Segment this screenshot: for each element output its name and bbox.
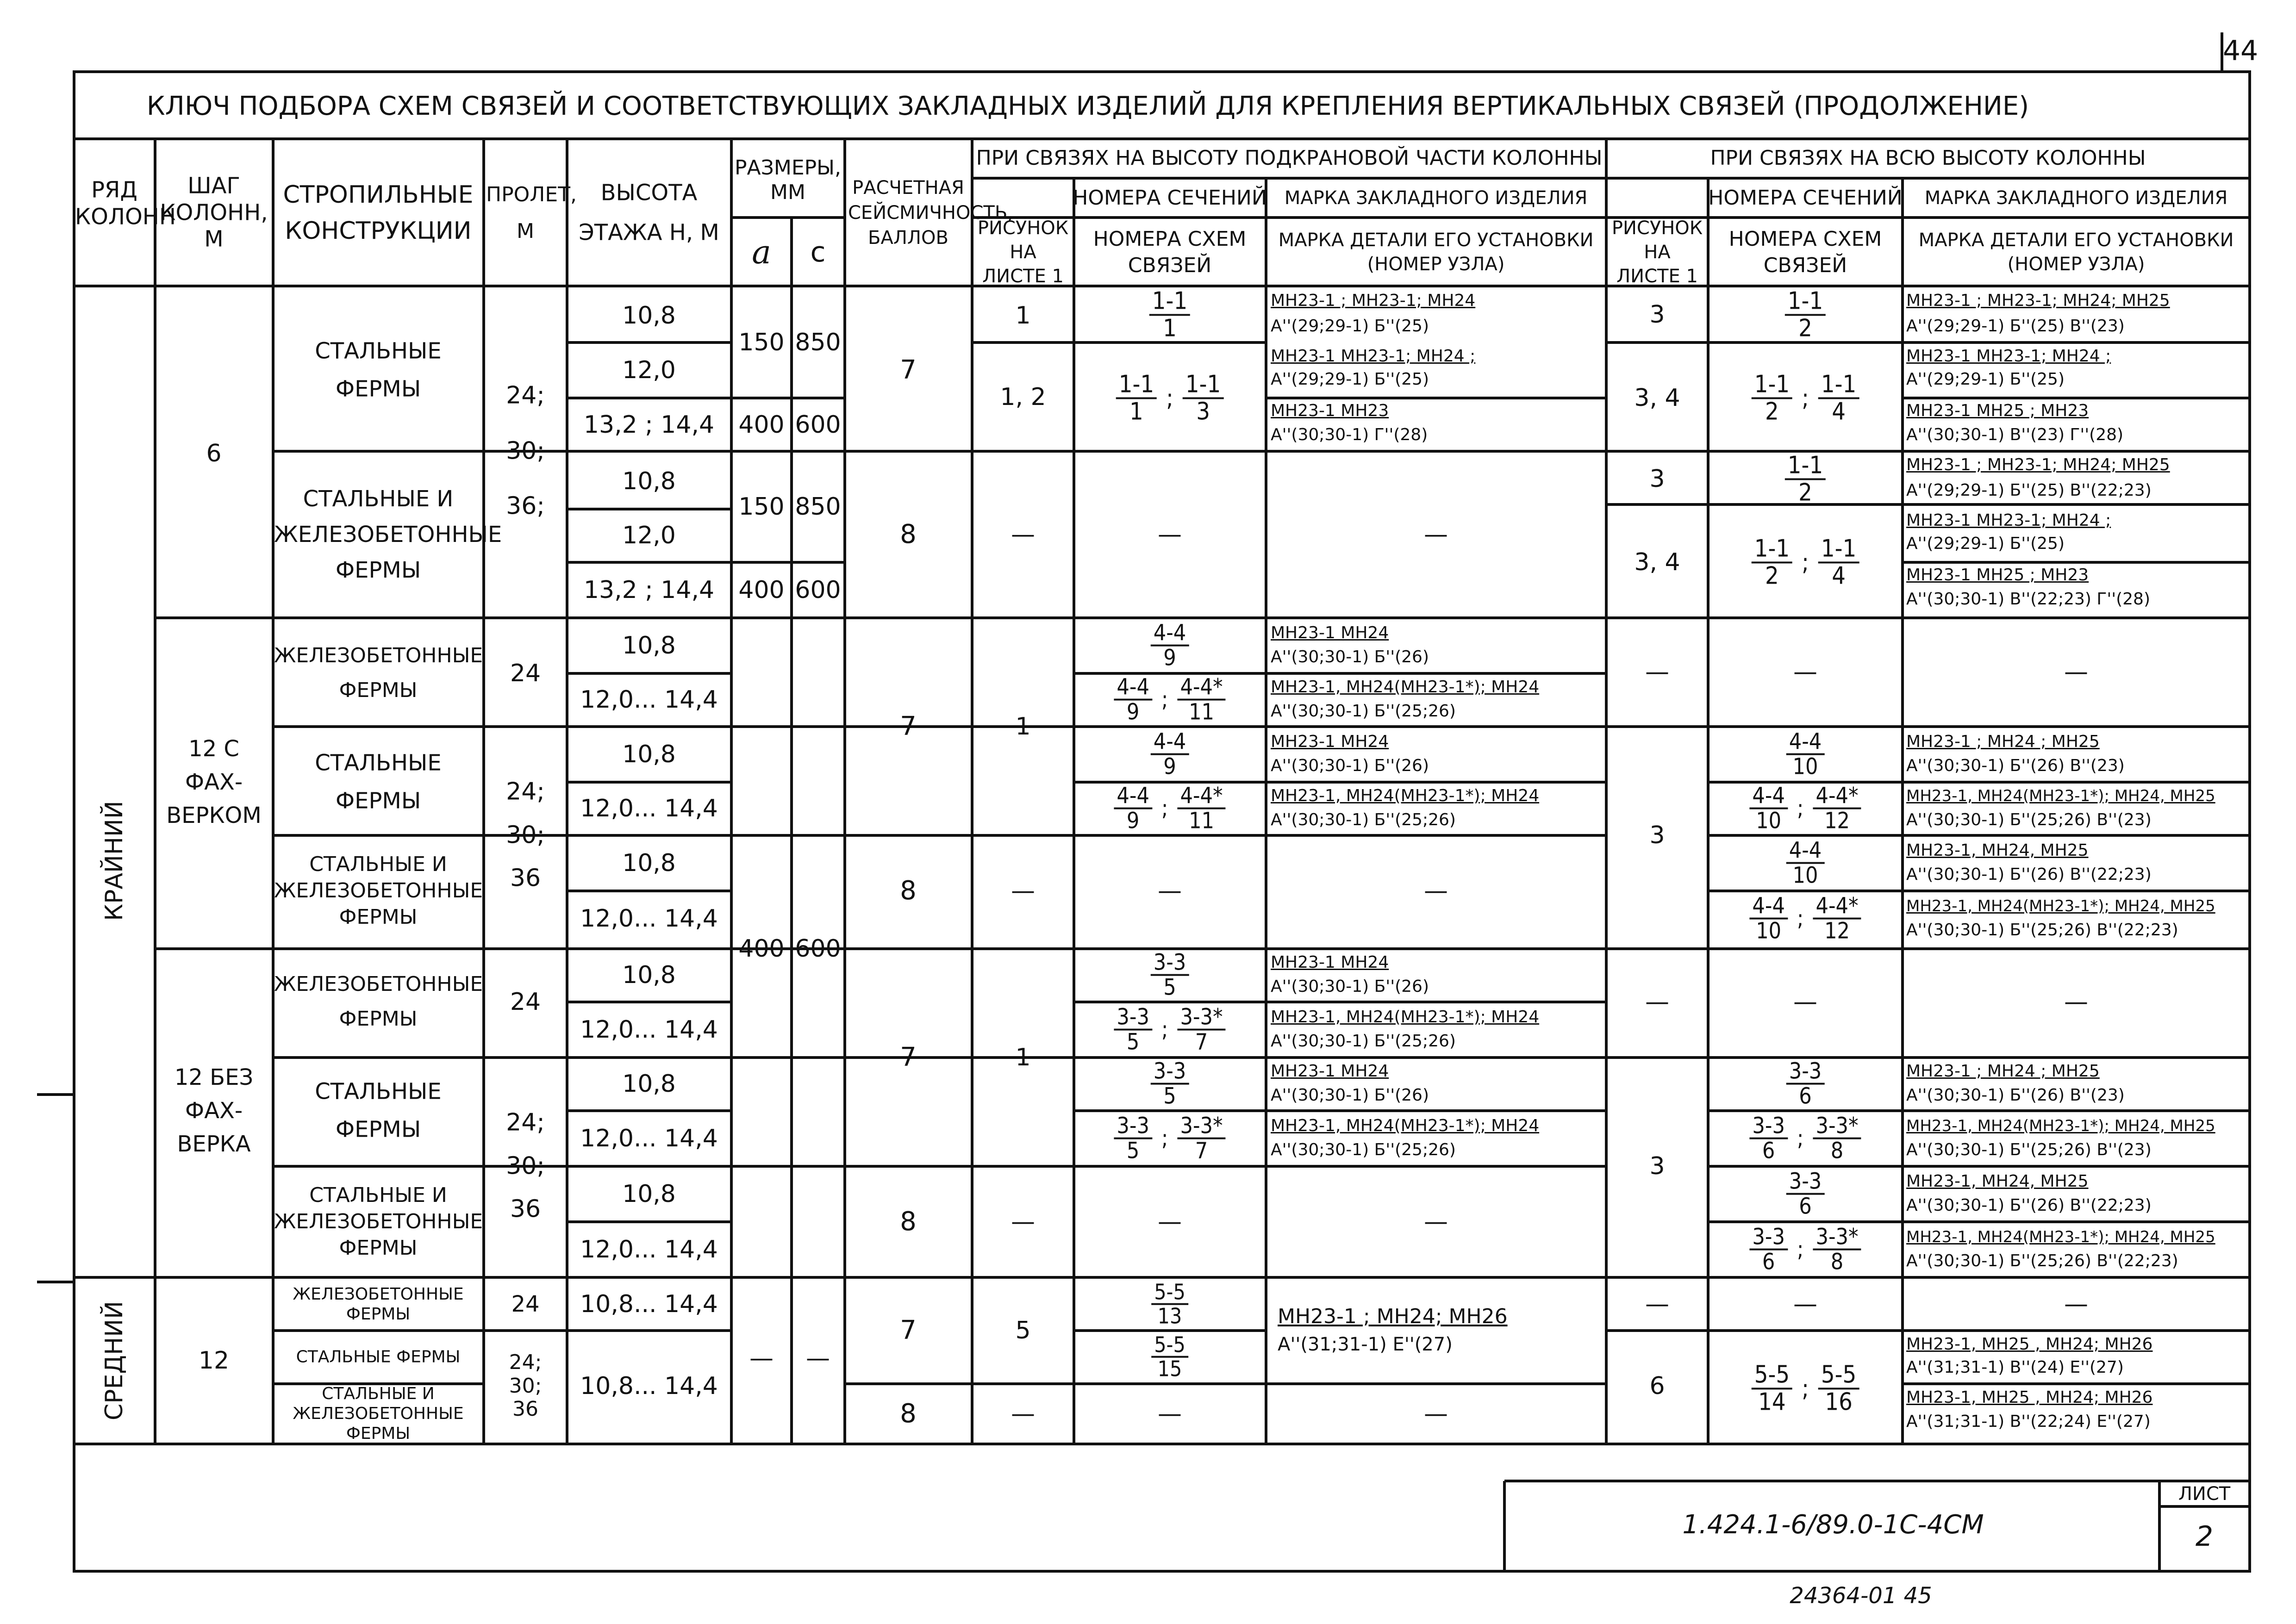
mark-crane-d2b: А''(30;30-1) Б''(25;26) [1271,810,1456,829]
fig-full-b1: 3 [1649,465,1665,493]
header-group-full: ПРИ СВЯЗЯХ НА ВСЮ ВЫСОТУ КОЛОННЫ [1710,146,2146,170]
section-full-c: — [1793,658,1817,686]
height-mid2: 10,8... 14,4 [580,1372,718,1400]
mark-full-d4: МН23-1, МН24(МН23-1*); МН24, МН25 [1906,897,2215,915]
header-step: ШАГ КОЛОНН, М [160,173,268,252]
size-a-150-1: 150 [738,329,785,356]
section-full-f2: $\frac{3-3}{6}$ ; $\frac{3-3*}{8}$ [1749,1114,1861,1163]
mark-full-b1b: А''(29;29-1) Б''(25) В''(22;23) [1906,481,2152,500]
mark-crane-g2: МН23-1, МН24(МН23-1*); МН24 [1271,1116,1540,1135]
size-a-400-1: 400 [738,411,785,439]
header-detail-full: МАРКА ДЕТАЛИ ЕГО УСТАНОВКИ (НОМЕР УЗЛА) [1918,230,2234,275]
section-full-d2: $\frac{4-4}{10}$ ; $\frac{4-4*}{12}$ [1749,784,1861,833]
section-full-d3: $\frac{4-4}{10}$ [1786,839,1825,888]
height-b3: 13,2 ; 14,4 [583,576,715,604]
rafter-steel-rc-2: СТАЛЬНЫЕ И ЖЕЛЕЗОБЕТОННЫЕ ФЕРМЫ [274,852,483,929]
section-full-b2: $\frac{1-1}{2}$ ; $\frac{1-1}{4}$ [1752,536,1859,588]
mark-full-a2b: А''(29;29-1) Б''(25) [1906,370,2065,389]
height-b1: 10,8 [622,467,676,495]
size-a-150-2: 150 [738,493,785,521]
span-rc-1: 24 [510,660,541,687]
fig-full-b2: 3, 4 [1634,548,1680,576]
page-number: 44 [2222,35,2259,67]
height-e1: 10,8 [622,849,676,877]
section-crane-c2: $\frac{4-4}{9}$ ; $\frac{4-4*}{11}$ [1114,676,1225,724]
section-crane-d2: $\frac{4-4}{9}$ ; $\frac{4-4*}{11}$ [1114,784,1225,833]
fig-full-a1: 3 [1649,301,1665,329]
mark-full-f3b: А''(30;30-1) Б''(26) В''(22;23) [1906,1196,2152,1215]
section-crane-mid2: $\frac{5-5}{15}$ [1151,1334,1188,1381]
seismic-e: 7 [900,1042,917,1072]
section-full-f1: $\frac{3-3}{6}$ [1786,1060,1825,1108]
section-full-h: $\frac{5-5}{14}$ ; $\frac{5-5}{16}$ [1752,1362,1859,1414]
mark-full-d2b: А''(30;30-1) Б''(25;26) В''(23) [1906,810,2152,829]
header-seismic: РАСЧЕТНАЯ СЕЙСМИЧНОСТЬ, БАЛЛОВ [848,177,1013,249]
mark-crane-g1: МН23-1 МН24 [1271,1062,1389,1081]
mark-full-f1: МН23-1 ; МН24 ; МН25 [1906,1062,2100,1081]
mark-crane-mid: МН23-1 ; МН24; МН26 [1278,1305,1508,1328]
height-d1: 10,8 [622,740,676,768]
mark-full-f4b: А''(30;30-1) Б''(25;26) В''(22;23) [1906,1251,2178,1270]
mark-full-c: — [2064,658,2088,686]
mark-full-f2: МН23-1, МН24(МН23-1*); МН24, МН25 [1906,1117,2215,1135]
rafter-rc-2: ЖЕЛЕЗОБЕТОННЫЕ ФЕРМЫ [274,972,483,1031]
height-c1: 10,8 [622,632,676,660]
section-full-a1: $\frac{1-1}{2}$ [1785,288,1826,341]
fig-crane-a1: 1 [1015,302,1031,330]
span-mid-rc: 24 [511,1291,540,1317]
mark-full-f1b: А''(30;30-1) Б''(26) В''(23) [1906,1086,2125,1105]
mark-full-f3: МН23-1, МН24, МН25 [1906,1172,2089,1191]
height-d2: 12,0... 14,4 [580,795,718,822]
row-middle-label: СРЕДНИЙ [100,1300,128,1421]
section-crane-b: — [1158,521,1182,548]
section-crane-f1: $\frac{3-3}{5}$ [1151,951,1189,1000]
section-crane-mid3: — [1158,1400,1182,1428]
mark-crane-a2: МН23-1 МН23-1; МН24 ; [1271,347,1476,366]
fig-full-d: 3 [1649,821,1665,849]
height-a2: 12,0 [622,356,676,384]
step-12-fach: 12 С ФАХ- ВЕРКОМ [166,736,262,828]
mark-crane-g1b: А''(30;30-1) Б''(26) [1271,1086,1429,1105]
section-crane-h: — [1158,1208,1182,1236]
span-nofach: 24; 30; 36 [506,1108,545,1223]
size-a-400-2: 400 [738,576,785,604]
rafter-steel-rc-mid: СТАЛЬНЫЕ И ЖЕЛЕЗОБЕТОННЫЕ ФЕРМЫ [293,1384,464,1444]
fig-full-c: — [1645,658,1669,686]
mark-full-b1: МН23-1 ; МН23-1; МН24; МН25 [1906,455,2170,474]
mark-crane-a2b: А''(29;29-1) Б''(25) [1271,370,1429,389]
seismic-f: 8 [900,1207,917,1237]
rafter-rc-mid: ЖЕЛЕЗОБЕТОННЫЕ ФЕРМЫ [293,1284,464,1324]
section-full-e: — [1793,988,1817,1016]
mark-crane-d1: МН23-1 МН24 [1271,732,1389,751]
mark-crane-a1: МН23-1 ; МН23-1; МН24 [1271,291,1476,310]
section-crane-g2: $\frac{3-3}{5}$ ; $\frac{3-3*}{7}$ [1114,1114,1225,1163]
header-span: ПРОЛЕТ, М [486,182,577,243]
header-group-crane: ПРИ СВЯЗЯХ НА ВЫСОТУ ПОДКРАНОВОЙ ЧАСТИ КОЛОННЫ [976,146,1603,170]
mark-full-d1b: А''(30;30-1) Б''(26) В''(23) [1906,756,2125,775]
mark-full-b2d: А''(30;30-1) В''(22;23) Г''(28) [1906,590,2151,609]
header-sizes: РАЗМЕРЫ, ММ [735,156,841,204]
fig-full-a2: 3, 4 [1634,384,1680,412]
fig-crane-f: — [1011,1208,1035,1236]
span-rc-2: 24 [510,988,541,1016]
size-c-600-1: 600 [795,411,841,439]
height-g1: 10,8 [622,1070,676,1098]
seismic-g: 7 [900,1315,917,1345]
mark-full-a2d: А''(30;30-1) В''(23) Г''(28) [1906,425,2124,444]
stamp-sheet-number: 2 [2195,1520,2214,1553]
stamp-sheet-label: ЛИСТ [2178,1483,2231,1505]
header-embed-full: МАРКА ЗАКЛАДНОГО ИЗДЕЛИЯ [1924,187,2228,209]
size-c-850-1: 850 [795,329,841,356]
size-c-850-2: 850 [795,493,841,521]
fig-crane-h: — [1011,1400,1035,1428]
fig-crane-e: 1 [1015,1044,1031,1071]
section-full-f3: $\frac{3-3}{6}$ [1786,1170,1825,1219]
seismic-a: 7 [900,355,917,385]
mark-crane-d1b: А''(30;30-1) Б''(26) [1271,756,1429,775]
mark-full-b2b: А''(29;29-1) Б''(25) [1906,534,2065,553]
header-size-a: a [752,233,771,271]
height-f2: 12,0... 14,4 [580,1016,718,1044]
mark-crane-c1: МН23-1 МН24 [1271,623,1389,642]
mark-full-h1: МН23-1, МН25 , МН24; МН26 [1906,1335,2153,1354]
step-12-middle: 12 [198,1347,230,1375]
mark-crane-a2d: А''(30;30-1) Г''(28) [1271,425,1428,444]
mark-full-d4b: А''(30;30-1) Б''(25;26) В''(22;23) [1906,921,2178,940]
stamp-code: 1.424.1-6/89.0-1С-4СМ [1682,1510,1984,1540]
size-c-dash: — [806,1344,830,1372]
fig-crane-d: — [1011,877,1035,905]
mark-crane-a1b: А''(29;29-1) Б''(25) [1271,317,1429,336]
section-crane-g1: $\frac{3-3}{5}$ [1151,1060,1189,1108]
mark-full-f4: МН23-1, МН24(МН23-1*); МН24, МН25 [1906,1228,2215,1246]
mark-crane-c2b: А''(30;30-1) Б''(25;26) [1271,702,1456,721]
mark-full-e: — [2064,988,2088,1016]
height-h2: 12,0... 14,4 [580,1236,718,1263]
header-fig-crane: РИСУНОК НА ЛИСТЕ 1 [977,218,1069,287]
mark-crane-b: — [1424,521,1448,548]
header-sections-full: НОМЕРА СЕЧЕНИЙ [1708,186,1903,210]
mark-crane-midb: А''(31;31-1) Е''(27) [1278,1334,1453,1355]
mark-crane-h: — [1424,1208,1448,1236]
section-crane-c1: $\frac{4-4}{9}$ [1151,622,1189,670]
rafter-steel-3: СТАЛЬНЫЕ ФЕРМЫ [315,1078,442,1142]
fig-full-f: 3 [1649,1152,1665,1180]
mark-crane-a2c: МН23-1 МН23 [1271,401,1389,420]
fig-full-h: 6 [1649,1372,1665,1400]
mark-crane-f2b: А''(30;30-1) Б''(25;26) [1271,1032,1456,1051]
height-a3: 13,2 ; 14,4 [583,411,715,439]
header-detail-crane: МАРКА ДЕТАЛИ ЕГО УСТАНОВКИ (НОМЕР УЗЛА) [1278,230,1594,275]
mark-full-d3: МН23-1, МН24, МН25 [1906,841,2089,860]
mark-full-d3b: А''(30;30-1) Б''(26) В''(22;23) [1906,865,2152,884]
height-mid1: 10,8... 14,4 [580,1290,718,1318]
height-f1: 10,8 [622,961,676,989]
mark-crane-f1b: А''(30;30-1) Б''(26) [1271,977,1429,996]
fig-crane-a2: 1, 2 [1000,383,1046,411]
size-a-400-3: 400 [738,935,785,963]
rafter-rc-1: ЖЕЛЕЗОБЕТОННЫЕ ФЕРМЫ [274,644,483,702]
section-full-d1: $\frac{4-4}{10}$ [1786,730,1825,779]
section-full-b1: $\frac{1-1}{2}$ [1785,453,1826,505]
mark-crane-c1b: А''(30;30-1) Б''(26) [1271,647,1429,666]
span-fach: 24; 30; 36 [506,778,545,892]
fig-crane-g: 5 [1015,1317,1031,1344]
rafter-steel-rc-1: СТАЛЬНЫЕ И ЖЕЛЕЗОБЕТОННЫЕ ФЕРМЫ [274,485,502,583]
size-c-600-2: 600 [795,576,841,604]
seismic-d: 8 [900,876,917,906]
section-full-d4: $\frac{4-4}{10}$ ; $\frac{4-4*}{12}$ [1749,895,1861,943]
height-e2: 12,0... 14,4 [580,905,718,933]
seismic-c: 7 [900,711,917,741]
mark-crane-g2b: А''(30;30-1) Б''(25;26) [1271,1140,1456,1159]
mark-full-a1b: А''(29;29-1) Б''(25) В''(23) [1906,317,2125,336]
height-g2: 12,0... 14,4 [580,1125,718,1152]
header-fig-full: РИСУНОК НА ЛИСТЕ 1 [1611,218,1703,287]
seismic-h: 8 [900,1399,917,1429]
step-12-nofach: 12 БЕЗ ФАХ- ВЕРКА [174,1064,254,1157]
section-crane-a2: $\frac{1-1}{1}$ ; $\frac{1-1}{3}$ [1116,372,1224,424]
step-6: 6 [206,440,222,467]
mark-full-h2b: А''(31;31-1) В''(22;24) Е''(27) [1906,1412,2151,1431]
size-c-600-3: 600 [795,935,841,963]
height-a1: 10,8 [622,302,676,330]
section-crane-f2: $\frac{3-3}{5}$ ; $\frac{3-3*}{7}$ [1114,1006,1225,1054]
mark-crane-mid3: — [1424,1400,1448,1428]
header-row: РЯД КОЛОНН [75,177,176,230]
section-full-a2: $\frac{1-1}{2}$ ; $\frac{1-1}{4}$ [1752,372,1859,424]
mark-crane-d2: МН23-1, МН24(МН23-1*); МН24 [1271,786,1540,805]
header-height: ВЫСОТА ЭТАЖА Н, М [579,180,719,246]
section-crane-e: — [1158,877,1182,905]
rafter-steel-rc-3: СТАЛЬНЫЕ И ЖЕЛЕЗОБЕТОННЫЕ ФЕРМЫ [274,1183,483,1260]
mark-crane-e: — [1424,877,1448,905]
span-step6: 24; 30; 36; [506,381,545,520]
mark-full-b2c: МН23-1 МН25 ; МН23 [1906,566,2089,585]
section-crane-a1: $\frac{1-1}{1}$ [1149,288,1190,341]
header-schemes-crane: НОМЕРА СХЕМ СВЯЗЕЙ [1093,227,1247,277]
span-mid-steel: 24; 30; 36 [509,1350,542,1421]
section-crane-d1: $\frac{4-4}{9}$ [1151,730,1189,779]
header-size-c: c [810,236,826,268]
rafter-steel-2: СТАЛЬНЫЕ ФЕРМЫ [315,750,442,814]
mark-full-f2b: А''(30;30-1) Б''(25;26) В''(23) [1906,1140,2152,1159]
seismic-b: 8 [900,519,917,549]
mark-full-a2c: МН23-1 МН25 ; МН23 [1906,401,2089,420]
mark-full-h2: МН23-1, МН25 , МН24; МН26 [1906,1388,2153,1407]
height-c2: 12,0... 14,4 [580,686,718,714]
fig-crane-b: — [1011,521,1035,548]
mark-full-a2: МН23-1 МН23-1; МН24 ; [1906,347,2111,366]
section-full-g: — [1793,1290,1817,1318]
mark-full-d2: МН23-1, МН24(МН23-1*); МН24, МН25 [1906,787,2215,805]
rafter-steel-mid: СТАЛЬНЫЕ ФЕРМЫ [296,1347,461,1367]
mark-full-d1: МН23-1 ; МН24 ; МН25 [1906,732,2100,751]
mark-crane-f1: МН23-1 МН24 [1271,953,1389,972]
header-embed-crane: МАРКА ЗАКЛАДНОГО ИЗДЕЛИЯ [1284,187,1588,209]
height-b2: 12,0 [622,522,676,549]
section-full-f4: $\frac{3-3}{6}$ ; $\frac{3-3*}{8}$ [1749,1226,1861,1274]
fig-full-g: — [1645,1290,1669,1318]
header-rafter: СТРОПИЛЬНЫЕ КОНСТРУКЦИИ [283,181,474,245]
footer-code: 24364-01 45 [1790,1583,1932,1609]
row-edge-label: КРАЙНИЙ [100,801,128,921]
rafter-steel-1: СТАЛЬНЫЕ ФЕРМЫ [315,338,442,402]
mark-crane-c2: МН23-1, МН24(МН23-1*); МН24 [1271,678,1540,697]
header-sections-crane: НОМЕРА СЕЧЕНИЙ [1073,186,1267,210]
header-schemes-full: НОМЕРА СХЕМ СВЯЗЕЙ [1728,227,1882,277]
mark-full-g: — [2064,1290,2088,1318]
size-a-dash: — [749,1344,774,1372]
mark-full-a1: МН23-1 ; МН23-1; МН24; МН25 [1906,291,2170,310]
mark-crane-f2: МН23-1, МН24(МН23-1*); МН24 [1271,1008,1540,1027]
fig-crane-c: 1 [1015,713,1031,740]
height-h1: 10,8 [622,1180,676,1208]
mark-full-b2: МН23-1 МН23-1; МН24 ; [1906,511,2111,530]
fig-full-e: — [1645,988,1669,1016]
table-title: КЛЮЧ ПОДБОРА СХЕМ СВЯЗЕЙ И СООТВЕТСТВУЮЩИХ ЗАКЛАДНЫХ ИЗДЕЛИЙ ДЛЯ КРЕПЛЕНИЯ ВЕРТИКАЛЬНЫХ СВЯЗЕЙ (ПРОДОЛЖЕНИЕ) [146,91,2029,121]
section-crane-mid1: $\frac{5-5}{13}$ [1151,1281,1188,1328]
mark-full-h1b: А''(31;31-1) В''(24) Е''(27) [1906,1358,2124,1377]
